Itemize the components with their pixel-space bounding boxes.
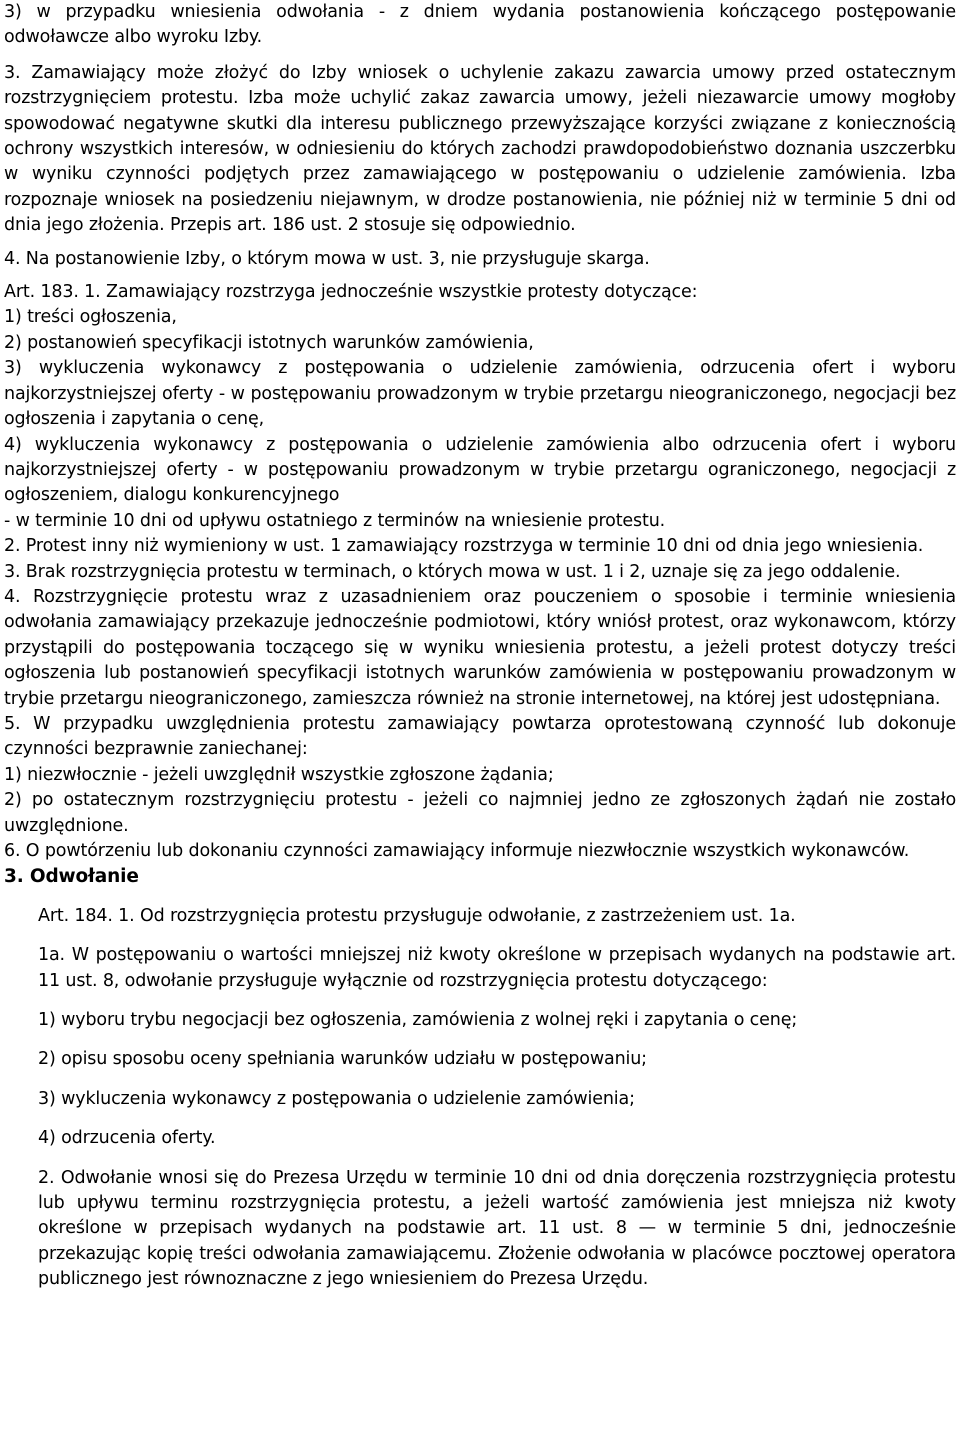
art-183-para-2: 2. Protest inny niż wymieniony w ust. 1 zamawiający rozstrzyga w terminie 10 dni od dnia jego wniesienia. — [4, 536, 924, 557]
art-184-item-3: 3) wykluczenia wykonawcy z postępowania o udzielenie zamówienia; — [38, 1088, 635, 1109]
art-184-item-1: 1) wyboru trybu negocjacji bez ogłoszenia, zamówienia z wolnej ręki i zapytania o cenę; — [38, 1010, 798, 1031]
art-183-para-3: 3. Brak rozstrzygnięcia protestu w terminach, o których mowa w ust. 1 i 2, uznaje się za jego oddalenie. — [4, 561, 901, 582]
art-183-item-2: 2) postanowień specyfikacji istotnych warunków zamówienia, — [4, 332, 534, 353]
art-183-item-1: 1) treści ogłoszenia, — [4, 307, 177, 328]
art-183-para-5: 5. W przypadku uwzględnienia protestu zamawiający powtarza oprotestowaną czynność lub dokonuje czynności bezprawnie zaniechanej: — [4, 713, 956, 760]
art-183-intro: Art. 183. 1. Zamawiający rozstrzyga jednocześnie wszystkie protesty dotyczące: — [4, 282, 698, 303]
art-183-deadline: - w terminie 10 dni od upływu ostatniego z terminów na wniesienie protestu. — [4, 510, 666, 531]
art-183-para-4: 4. Rozstrzygnięcie protestu wraz z uzasadnieniem oraz pouczeniem o sposobie i terminie wniesienia odwołania zamawiający przekazuje jednocześnie podmiotowi, który wniósł protest, oraz wykonawcom, którzy przystąpili do postępowania toczącego się w wyniku wniesienia protestu, a jeżeli protest dotyczy treści ogłoszenia lub postanowień specyfikacji istotnych warunków zamówienia w postępowaniu prowadzonym w trybie przetargu nieograniczonego, zamieszcza również na stronie internetowej, na której jest udostępniana. — [4, 586, 956, 709]
art-184-para-2: 2. Odwołanie wnosi się do Prezesa Urzędu w terminie 10 dni od dnia doręczenia rozstrzygnięcia protestu lub upływu terminu rozstrzygnięcia protestu, a jeżeli wartość zamówienia jest mniejsza niż kwoty określone w przepisach wydanych na podstawie art. 11 ust. 8 — w terminie 5 dni, jednocześnie przekazując kopię treści odwołania zamawiającemu. Złożenie odwołania w placówce pocztowej operatora publicznego jest równoznaczne z jego wniesieniem do Prezesa Urzędu. — [38, 1167, 956, 1290]
art-183-item-4: 4) wykluczenia wykonawcy z postępowania o udzielenie zamówienia albo odrzucenia ofert i wyboru najkorzystniejszej oferty - w postępowaniu prowadzonym w trybie przetargu ograniczonego, negocjacji z ogłoszeniem, dialogu konkurencyjnego — [4, 434, 956, 506]
art-184-item-2: 2) opisu sposobu oceny spełniania warunków udziału w postępowaniu; — [38, 1049, 647, 1070]
art-184-para-1a: 1a. W postępowaniu o wartości mniejszej niż kwoty określone w przepisach wydanych na podstawie art. 11 ust. 8, odwołanie przysługuje wyłącznie od rozstrzygnięcia protestu dotyczącego: — [38, 945, 956, 991]
art-184-item-4: 4) odrzucenia oferty. — [38, 1128, 216, 1149]
art-183-para-6: 6. O powtórzeniu lub dokonaniu czynności zamawiający informuje niezwłocznie wszystkich wykonawców. — [4, 841, 910, 861]
art-183-para-5-item-1: 1) niezwłocznie - jeżeli uwzględnił wszystkie zgłoszone żądania; — [4, 764, 554, 785]
paragraph-top-2: 3. Zamawiający może złożyć do Izby wniosek o uchylenie zakazu zawarcia umowy przed ostatecznym rozstrzygnięciem protestu. Izba może uchylić zakaz zawarcia umowy, jeżeli niezawarcie umowy mogłoby spowodować negatywne skutki dla interesu publicznego przewyższające korzyści związane z koniecznością ochrony wszystkich interesów, w odniesieniu do których zachodzi prawdopodobieństwo doznania uszczerbku w wyniku czynności podjętych przez zamawiającego w postępowaniu o udzielenie zamówienia. Izba rozpoznaje wniosek na posiedzeniu niejawnym, w drodze postanowienia, nie później niż w terminie 5 dni od dnia jego złożenia. Przepis art. 186 ust. 2 stosuje się odpowiednio. — [4, 62, 956, 236]
art-183-item-3: 3) wykluczenia wykonawcy z postępowania o udzielenie zamówienia, odrzucenia ofert i wyboru najkorzystniejszej oferty - w postępowaniu prowadzonym w trybie przetargu nieograniczonego, negocjacji bez ogłoszenia i zapytania o cenę, — [4, 358, 956, 430]
art-184-para-1: Art. 184. 1. Od rozstrzygnięcia protestu przysługuje odwołanie, z zastrzeżeniem ust. 1a. — [38, 905, 796, 926]
art-183-para-5-item-2: 2) po ostatecznym rozstrzygnięciu protestu - jeżeli co najmniej jedno ze zgłoszonych żądań nie zostało uwzględnione. — [4, 790, 956, 836]
paragraph-top-1: 3) w przypadku wniesienia odwołania - z dniem wydania postanowienia kończącego postępowanie odwoławcze albo wyroku Izby. — [4, 2, 956, 48]
section-heading: 3. Odwołanie — [4, 866, 139, 888]
paragraph-top-3: 4. Na postanowienie Izby, o którym mowa w ust. 3, nie przysługuje skarga. — [4, 248, 650, 269]
